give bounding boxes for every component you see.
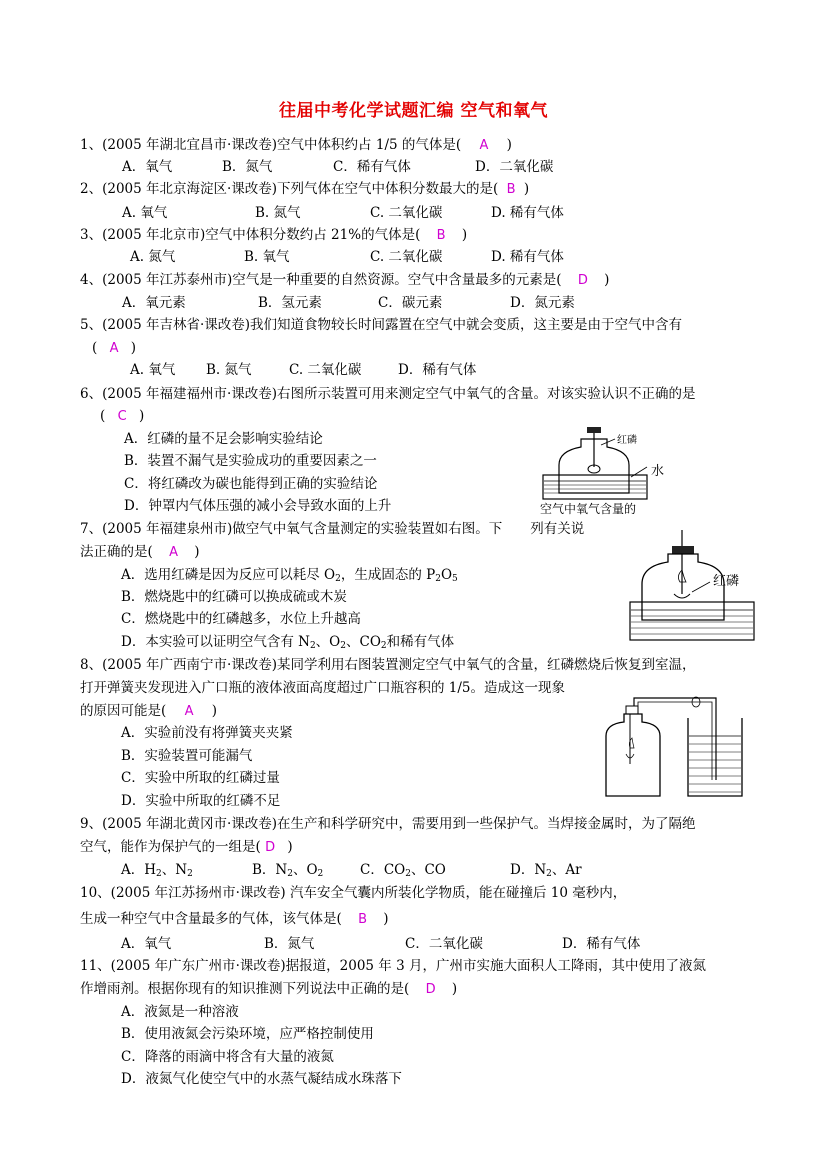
question-3-answer: B — [436, 228, 446, 243]
question-1-stem — [80, 136, 512, 155]
subscript: 2 — [340, 641, 346, 651]
question-6-open: ( — [100, 408, 106, 424]
question-5-option-d: D．稀有气体 — [398, 362, 477, 378]
question-3-option-c: C. 二氧化碳 — [370, 249, 443, 265]
question-5-option-c: C. 二氧化碳 — [289, 362, 362, 378]
question-9-answer-line — [80, 838, 293, 857]
question-6-option-b: B．装置不漏气是实验成功的重要因素之一 — [124, 453, 377, 469]
question-11-option-b: B．使用液氮会污染环境，应严格控制使用 — [121, 1026, 374, 1042]
subscript: 2 — [317, 869, 324, 879]
question-7-answer-line — [80, 543, 200, 562]
question-11-text-2: 作增雨剂。根据你现有的知识推测下列说法中正确的是( — [80, 981, 410, 997]
question-8-answer: A — [184, 704, 194, 719]
question-6-option-c: C．将红磷改为碳也能得到正确的实验结论 — [124, 476, 378, 492]
subscript: 5 — [452, 574, 458, 584]
question-2-option-a: A. 氧气 — [122, 205, 168, 221]
question-11-option-c: C．降落的雨滴中将含有大量的液氮 — [121, 1049, 334, 1065]
subscript: 2 — [309, 641, 316, 651]
question-8-option-d: D．实验中所取的红磷不足 — [121, 793, 281, 809]
question-3-option-d: D. 稀有气体 — [491, 249, 564, 265]
option-text: D．N — [510, 862, 547, 878]
question-10-text-2: 生成一种空气中含量最多的气体，该气体是( — [80, 911, 342, 927]
question-4-option-d: D．氮元素 — [510, 295, 575, 311]
question-8-option-c: C．实验中所取的红磷过量 — [121, 770, 280, 786]
question-6-answer-line — [100, 407, 144, 426]
question-5-open: ( — [92, 340, 98, 356]
question-10-option-c: C．二氧化碳 — [405, 936, 483, 952]
subscript: 2 — [287, 869, 293, 879]
question-1-text: 1、(2005 年湖北宜昌市·课改卷)空气中体积约占 1/5 的气体是( — [80, 137, 462, 153]
question-10-stem: 10、(2005 年江苏扬州市·课改卷) 汽车安全气囊内所装化学物质，能在碰撞后 10 毫秒内， — [80, 885, 627, 901]
question-7-option-b: B．燃烧匙中的红磷可以换成硫或木炭 — [121, 589, 347, 605]
question-3-stem — [80, 226, 467, 245]
question-8-text-2: 打开弹簧夹发现进入广口瓶的液体液面高度超过广口瓶容积的 1/5。造成这一现象 — [80, 680, 566, 696]
question-10-option-a: A．氧气 — [121, 936, 172, 952]
question-11-answer: D — [425, 982, 436, 997]
question-2-stem — [80, 180, 529, 199]
question-5-answer: A — [109, 341, 119, 356]
option-text: B．N — [252, 862, 288, 878]
figure-6-caption: 空气中氧气含量的 — [540, 502, 637, 516]
question-7-text-b: 列有关说 — [530, 521, 585, 537]
question-9-option-a — [121, 861, 193, 879]
question-10-answer-line — [80, 910, 389, 929]
question-7-text-2: 法正确的是( — [80, 544, 153, 560]
question-2-close: ) — [523, 181, 530, 197]
question-9-option-c — [360, 861, 446, 879]
subscript: 2 — [546, 869, 552, 879]
question-1-answer: A — [479, 138, 489, 153]
question-10-close: ) — [383, 911, 389, 927]
question-8-stem: 8、(2005 年广西南宁市·课改卷)某同学利用右图装置测定空气中氧气的含量，红磷燃烧后恢复到室温， — [80, 657, 696, 673]
question-9-text-2: 空气，能作为保护气的一组是( — [80, 839, 261, 855]
question-8-text-3: 的原因可能是( — [80, 703, 167, 719]
question-11-stem: 11、(2005 年广东广州市·课改卷)据报道，2005 年 3 月，广州市实施大面积人工降雨，其中使用了液氮 — [80, 958, 706, 974]
question-1-close: ) — [506, 137, 512, 153]
question-2-option-b: B. 氮气 — [255, 205, 301, 221]
question-5-option-a: A. 氧气 — [130, 362, 176, 378]
bell-jar-apparatus-figure — [535, 425, 655, 510]
question-2-option-c: C. 二氧化碳 — [370, 205, 443, 221]
option-text: C．CO — [360, 862, 406, 878]
question-5-close: ) — [130, 340, 137, 356]
subscript: 2 — [435, 574, 441, 584]
option-text: 、O — [315, 634, 341, 650]
option-text: 、N — [161, 862, 188, 878]
question-3-text: 3、(2005 年北京市)空气中体积分数约占 21%的气体是( — [80, 227, 421, 243]
question-3-close: ) — [461, 227, 468, 243]
question-9-stem: 9、(2005 年湖北黄冈市·课改卷)在生产和科学研究中，需要用到一些保护气。当焊接金属时，为了隔绝 — [80, 816, 696, 832]
question-7-option-c: C．燃烧匙中的红磷越多，水位上升越高 — [121, 611, 361, 627]
question-10-option-b: B．氮气 — [264, 936, 315, 952]
question-8-option-a: A．实验前没有将弹簧夹夹紧 — [121, 725, 293, 741]
question-9-answer: D — [265, 840, 276, 855]
question-4-close: ) — [604, 272, 610, 288]
question-4-option-b: B．氢元素 — [258, 295, 322, 311]
question-7-option-a — [121, 566, 458, 584]
question-1-option-c: C．稀有气体 — [333, 159, 411, 175]
question-6-answer: C — [117, 409, 127, 424]
question-6-close: ) — [138, 408, 145, 424]
page-title: 往届中考化学试题汇编 空气和氧气 — [279, 101, 548, 121]
subscript: 2 — [335, 574, 341, 584]
figure-6-label-phosphorus: 红磷 — [617, 435, 637, 446]
question-8-close: ) — [211, 703, 218, 719]
question-7-text: 7、(2005 年福建泉州市)做空气中氧气含量测定的实验装置如右图。下 — [80, 521, 503, 537]
question-5-option-b: B. 氮气 — [206, 362, 252, 378]
question-11-answer-line — [80, 980, 457, 999]
question-5-answer-line — [92, 339, 136, 358]
question-8-answer-line — [80, 702, 217, 721]
figure-6-label-water: 水 — [651, 464, 665, 479]
flask-beaker-apparatus-figure — [604, 692, 754, 800]
question-8-option-b: B．实验装置可能漏气 — [121, 748, 253, 764]
question-11-option-d: D．液氮气化使空气中的水蒸气凝结成水珠落下 — [121, 1071, 402, 1087]
question-7-close: ) — [194, 544, 200, 560]
question-9-option-b — [252, 861, 323, 879]
question-2-option-d: D. 稀有气体 — [491, 205, 564, 221]
option-text: 和稀有气体 — [386, 634, 455, 650]
option-text: D．本实验可以证明空气含有 N — [121, 634, 310, 650]
question-6-option-d: D．钟罩内气体压强的减小会导致水面的上升 — [124, 498, 392, 514]
subscript: 2 — [405, 869, 411, 879]
question-7-stem — [80, 520, 584, 538]
question-1-option-a: A．氧气 — [122, 159, 173, 175]
option-text: ，生成固态的 P — [340, 567, 436, 583]
question-1-option-b: B．氮气 — [222, 159, 273, 175]
phosphorus-jar-figure — [628, 530, 760, 642]
option-text: A．选用红磷是因为反应可以耗尽 O — [121, 567, 336, 583]
option-text: 、CO — [410, 862, 446, 878]
question-9-close: ) — [287, 839, 293, 855]
question-4-option-a: A．氧元素 — [122, 295, 186, 311]
question-10-answer: B — [358, 912, 367, 927]
question-6-option-a: A．红磷的量不足会影响实验结论 — [124, 431, 323, 447]
subscript: 2 — [380, 641, 387, 651]
question-4-stem — [80, 271, 609, 290]
option-text: O — [440, 567, 453, 583]
question-11-close: ) — [451, 981, 458, 997]
question-3-option-a: A. 氮气 — [130, 249, 176, 265]
question-1-option-d: D．二氧化碳 — [475, 159, 554, 175]
subscript: 2 — [156, 869, 162, 879]
option-text: 、O — [292, 862, 318, 878]
question-7-answer: A — [169, 545, 178, 560]
question-3-option-b: B. 氧气 — [244, 249, 290, 265]
question-11-option-a: A．液氮是一种溶液 — [121, 1004, 239, 1020]
question-2-answer: B — [506, 182, 516, 197]
question-2-text: 2、(2005 年北京海淀区·课改卷)下列气体在空气中体积分数最大的是( — [80, 181, 499, 197]
question-5-stem: 5、(2005 年吉林省·课改卷)我们知道食物较长时间露置在空气中就会变质，这主要是由于空气中含有 — [80, 317, 683, 333]
question-9-option-d — [510, 861, 582, 879]
question-6-stem: 6、(2005 年福建福州市·课改卷)右图所示装置可用来测定空气中氧气的含量。对该实验认识不正确的是 — [80, 386, 696, 402]
question-4-option-c: C．碳元素 — [378, 295, 443, 311]
option-text: 、Ar — [551, 862, 582, 878]
option-text: 、CO — [345, 634, 381, 650]
figure-7-label-phosphorus: 红磷 — [713, 574, 740, 589]
question-4-answer: D — [577, 273, 588, 288]
question-10-option-d: D．稀有气体 — [562, 936, 641, 952]
question-4-text: 4、(2005 年江苏泰州市)空气是一种重要的自然资源。空气中含量最多的元素是( — [80, 272, 562, 288]
subscript: 2 — [187, 869, 193, 879]
option-text: A．H — [121, 862, 157, 878]
question-7-option-d — [121, 633, 454, 651]
